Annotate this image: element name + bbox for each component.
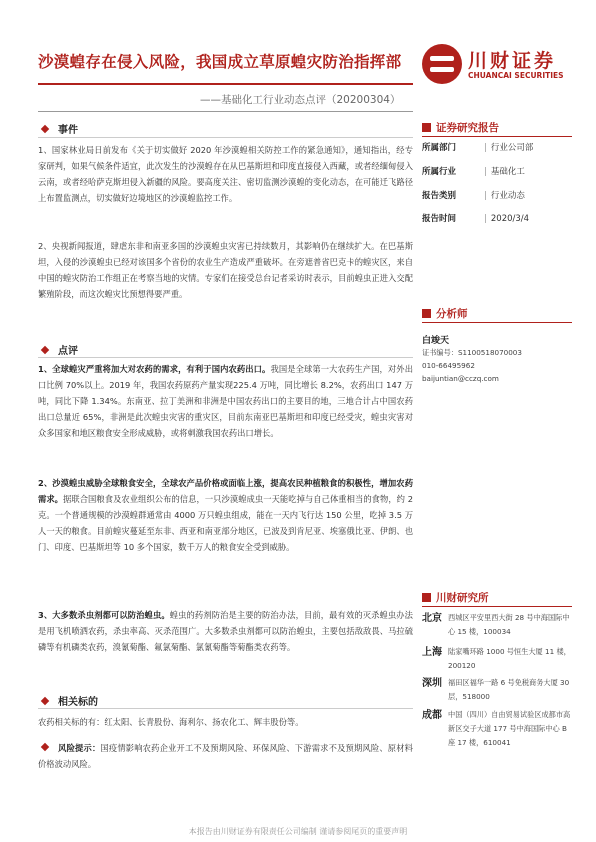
comment-1-body: 我国是全球第一大农药生产国，对外出口比例 70%以上。2019 年，我国农药原药产量实现225.4 万吨，同比增长 8.2%，农药出口 147 万吨，同比下降 1.34%。东南亚、拉丁美洲和非洲是中国农药出口的主要目的地，三地合计占中国农药出口总量近 65%，非洲是此次蝗虫灾害的重灾区，目前东南亚巴基斯坦和印度已经受灾，蝗虫灾害对众多国家和地区粮食安全形成威胁，或将刺激我国农药出口增长。 <box>38 364 413 438</box>
square-bullet-icon <box>422 309 431 318</box>
page-footer: 本报告由川财证券有限责任公司编制 谨请参阅尾页的重要声明 <box>188 827 408 836</box>
sidebar-divider <box>422 322 572 323</box>
info-row-date: 报告时间 | 2020/3/4 <box>422 214 530 224</box>
square-bullet-icon <box>422 593 431 602</box>
risk-paragraph <box>38 740 413 772</box>
comment-2-lead: 2、沙漠蝗虫威胁全球粮食安全，全球农产品价格或面临上涨，提高农民种植粮食的积极性，增加农药需求。 <box>38 478 413 504</box>
events-paragraph-2: 2、央视新闻报道，肆虐东非和南亚多国的沙漠蝗虫灾害已持续数月，其影响仍在继续扩大。在巴基斯坦，入侵的沙漠蝗虫已经对该国多个省份的农业生产造成严重破坏。在旁遮普省巴克卡的蝗灾区，来自中国的蝗灾防治工作组正在考察当地的灾情。专家们在接受总台记者采访时表示，目前蝗虫正进入交配繁殖阶段，而这次蝗灾比预想得要严重。 <box>38 241 413 299</box>
sidebar-institute-heading: 川财研究所 <box>422 590 489 605</box>
analyst-email: baijuntian@cczq.com <box>422 374 499 383</box>
office-chengdu: 成都 中国（四川）自由贸易试验区成都市高新区交子大道 177 号中海国际中心 B 座 17 楼，610041 <box>422 710 571 747</box>
analyst-name: 白竣天 <box>422 336 450 346</box>
company-logo <box>422 44 562 84</box>
logo-en-text: CHUANCAI SECURITIES <box>468 71 564 80</box>
section-targets-heading: 相关标的 <box>38 693 98 708</box>
info-row-department: 所属部门 | 行业公司部 <box>422 143 534 153</box>
square-bullet-icon <box>422 123 431 132</box>
title-divider <box>38 83 413 85</box>
comment-3-lead: 3、大多数杀虫剂都可以防治蝗虫。 <box>38 610 170 620</box>
comment-1-lead: 1、全球蝗灾严重将加大对农药的需求，有利于国内农药出口。 <box>38 364 271 374</box>
office-shanghai: 上海 陆家嘴环路 1000 号恒生大厦 11 楼，200120 <box>422 647 571 670</box>
section-comments-heading: 点评 <box>38 342 78 357</box>
logo-mark-icon <box>422 44 462 84</box>
comment-3-body: 蝗虫的药剂防治是主要的防治办法，目前，最有效的灭杀蝗虫办法是用飞机喷洒农药，杀虫率高、灭杀范围广。大多数杀虫剂都可以防治蝗虫，主要包括敌敌畏、马拉硫磷等有机磷类农药，溴氰菊酯、氟氯菊酯、氯氰菊酯等菊酯类农药等。 <box>38 610 413 652</box>
comment-2-body: 据联合国粮食及农业组织公布的信息，一只沙漠蝗成虫一天能吃掉与自己体重相当的食物，约 2 克。一个普通规模的沙漠蝗群通常由 4000 万只蝗虫组成，能在一天内飞行达 150 公里，吃掉 3.5 万人一天的粮食。目前蝗灾蔓延至东非、西亚和南亚部分地区，已波及到肯尼亚、埃塞俄比亚、伊朗、也门、印度、巴基斯坦等 10 多个国家，数千万人的粮食安全受到威胁。 <box>38 494 413 552</box>
diamond-bullet-icon <box>41 697 49 705</box>
sidebar-report-heading: 证券研究报告 <box>422 120 499 135</box>
comment-paragraph-3 <box>38 607 413 655</box>
office-beijing: 北京 西城区平安里西大街 28 号中海国际中心 15 楼，100034 <box>422 613 570 636</box>
comment-paragraph-2 <box>38 475 413 555</box>
subtitle-divider <box>38 111 413 112</box>
targets-paragraph: 农药相关标的有：红太阳、长青股份、海利尔、扬农化工、辉丰股份等。 <box>38 717 304 727</box>
sidebar-analyst-heading: 分析师 <box>422 306 468 321</box>
risk-label: 风险提示： <box>58 743 101 753</box>
sidebar-divider <box>422 136 572 137</box>
diamond-bullet-icon <box>41 743 49 751</box>
info-row-industry: 所属行业 | 基础化工 <box>422 167 525 177</box>
report-title: 沙漠蝗存在侵入风险，我国成立草原蝗灾防治指挥部 <box>38 53 402 71</box>
logo-cn-text: 川财证券 <box>468 50 557 72</box>
section-divider <box>38 137 413 138</box>
section-events-heading: 事件 <box>38 121 78 136</box>
analyst-phone: 010-66495962 <box>422 361 475 370</box>
report-subtitle: ——基础化工行业动态点评（20200304） <box>200 94 401 106</box>
diamond-bullet-icon <box>41 346 49 354</box>
section-divider <box>38 708 413 709</box>
diamond-bullet-icon <box>41 125 49 133</box>
section-divider <box>38 357 413 358</box>
comment-paragraph-1 <box>38 361 413 441</box>
risk-body: 国疫情影响农药企业开工不及预期风险、环保风险、下游需求不及预期风险、原材料价格波动风险。 <box>38 743 413 769</box>
events-paragraph-1: 1、国家林业局日前发布《关于切实做好 2020 年沙漠蝗相关防控工作的紧急通知》，通知指出，经专家研判，如果气候条件适宜，此次发生的沙漠蝗存在从巴基斯坦和印度直接侵入西藏，或者经缅甸侵入云南，或者经哈萨克斯坦侵入新疆的风险。要高度关注、密切监测沙漠蝗的变化动态，在可能迁飞路径上布置监测点，切实做好边境地区的沙漠蝗监控工作。 <box>38 145 413 203</box>
info-row-category: 报告类别 | 行业动态 <box>422 191 525 201</box>
analyst-cert: 证书编号：S1100518070003 <box>422 348 522 357</box>
office-shenzhen: 深圳 福田区福华一路 6 号免税商务大厦 30 层，518000 <box>422 678 570 701</box>
sidebar-divider <box>422 606 572 607</box>
